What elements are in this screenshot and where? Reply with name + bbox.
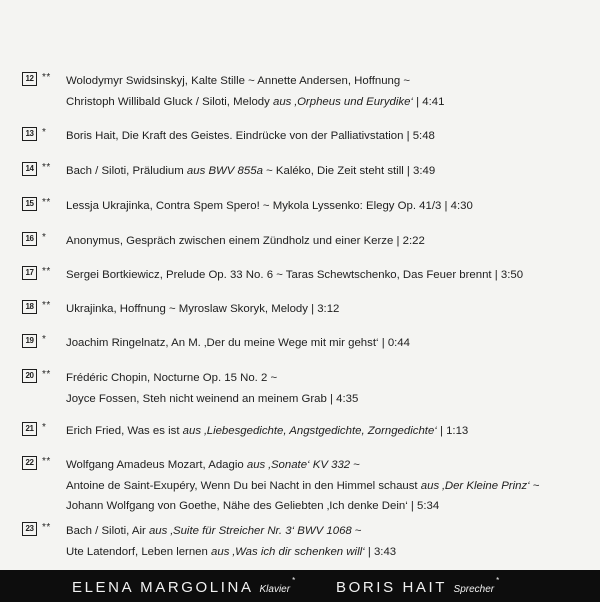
track-marker: **	[42, 266, 51, 277]
track-text	[66, 368, 586, 409]
track-segment: Ukrajinka, Hoffnung ~ Myroslaw Skoryk, Melody | 3:12	[66, 303, 340, 315]
credit-pianist	[72, 576, 296, 596]
track-text	[66, 455, 586, 517]
track-segment: Bach / Siloti, Air	[66, 525, 149, 537]
track-line	[66, 71, 586, 92]
track-text	[66, 421, 586, 442]
track-number: 22	[22, 456, 37, 470]
track-line	[66, 389, 586, 410]
track-number: 18	[22, 300, 37, 314]
track-segment: ~	[351, 525, 362, 537]
track-marker: **	[42, 369, 51, 380]
track-number: 14	[22, 162, 37, 176]
track-marker: **	[42, 522, 51, 533]
track-segment: Anonymus, Gespräch zwischen einem Zündholz und einer Kerze | 2:22	[66, 235, 425, 247]
track-source-italic: aus ‚Suite für Streicher Nr. 3‘ BWV 1068	[148, 525, 352, 537]
track-line	[66, 333, 586, 354]
track-line	[66, 231, 586, 252]
pianist-name: ELENA MARGOLINA	[72, 579, 253, 596]
track-segment: | 4:41	[412, 95, 445, 108]
track-line	[66, 126, 586, 147]
track-line	[66, 299, 586, 320]
track-source-italic: aus ‚Orpheus und Eurydike‘	[273, 95, 413, 108]
speaker-name: BORIS HAIT	[336, 579, 447, 596]
track-segment: | 3:43	[364, 545, 397, 558]
track-source-italic: aus BWV 855a	[186, 165, 263, 177]
track-segment: Sergei Bortkiewicz, Prelude Op. 33 No. 6 ~ Taras Schewtschenko, Das Feuer brennt | 3:50	[66, 269, 524, 281]
credits-bar	[0, 570, 600, 602]
track-segment: Joyce Fossen, Steh nicht weinend an meinem Grab | 4:35	[66, 392, 359, 405]
track-segment: Bach / Siloti, Präludium	[66, 165, 187, 177]
track-line	[66, 92, 586, 113]
track-segment: Frédéric Chopin, Nocturne Op. 15 No. 2 ~	[66, 372, 278, 384]
track-segment: Joachim Ringelnatz, An M. ‚Der du meine Wege mit mir gehst‘ | 0:44	[66, 337, 410, 349]
track-line	[66, 542, 586, 563]
track-source-italic: aus ‚Was ich dir schenken will‘	[211, 545, 365, 558]
track-text	[66, 299, 586, 320]
track-text	[66, 521, 586, 562]
credit-speaker	[336, 576, 500, 596]
speaker-role: Sprecher	[453, 584, 495, 595]
track-segment: | 1:13	[436, 425, 469, 437]
track-segment: Ute Latendorf, Leben lernen	[66, 545, 212, 558]
track-line	[66, 368, 586, 389]
pianist-star: *	[292, 576, 296, 585]
track-marker: **	[42, 300, 51, 311]
track-marker: **	[42, 162, 51, 173]
track-segment: ~	[529, 479, 540, 492]
track-segment: Boris Hait, Die Kraft des Geistes. Eindrücke von der Palliativstation | 5:48	[66, 130, 435, 142]
pianist-role: Klavier	[259, 584, 291, 595]
track-text	[66, 231, 586, 252]
track-marker: **	[42, 456, 51, 467]
speaker-star: *	[496, 576, 500, 585]
track-number: 16	[22, 232, 37, 246]
track-segment: ~ Kaléko, Die Zeit steht still | 3:49	[262, 165, 436, 177]
track-line	[66, 196, 586, 217]
track-segment: Erich Fried, Was es ist	[66, 425, 183, 437]
track-number: 23	[22, 522, 37, 536]
track-line	[66, 265, 586, 286]
track-text	[66, 196, 586, 217]
track-segment: ~	[350, 459, 360, 471]
track-line	[66, 161, 586, 182]
track-marker: **	[42, 197, 51, 208]
track-line	[66, 496, 586, 517]
track-source-italic: aus ‚Liebesgedichte, Angstgedichte, Zorngedichte‘	[182, 425, 437, 437]
track-text	[66, 126, 586, 147]
track-number: 19	[22, 334, 37, 348]
track-line	[66, 521, 586, 542]
track-text	[66, 161, 586, 182]
track-segment: Wolfgang Amadeus Mozart, Adagio	[66, 459, 247, 471]
track-text	[66, 265, 586, 286]
track-text	[66, 333, 586, 354]
track-line	[66, 455, 586, 476]
track-source-italic: aus ‚Der Kleine Prinz‘	[420, 479, 530, 492]
track-source-italic: aus ‚Sonate‘ KV 332	[246, 459, 351, 471]
track-line	[66, 476, 586, 497]
track-marker: *	[42, 232, 47, 243]
track-number: 17	[22, 266, 37, 280]
track-number: 20	[22, 369, 37, 383]
track-marker: **	[42, 72, 51, 83]
track-segment: Johann Wolfgang von Goethe, Nähe des Geliebten ‚Ich denke Dein‘ | 5:34	[66, 500, 440, 512]
track-segment: Christoph Willibald Gluck / Siloti, Melody	[66, 95, 274, 108]
track-number: 13	[22, 127, 37, 141]
track-line	[66, 421, 586, 442]
track-marker: *	[42, 127, 47, 138]
track-number: 15	[22, 197, 37, 211]
track-text	[66, 71, 586, 112]
track-segment: Lessja Ukrajinka, Contra Spem Spero! ~ Mykola Lyssenko: Elegy Op. 41/3 | 4:30	[66, 200, 473, 212]
track-segment: Antoine de Saint-Exupéry, Wenn Du bei Nacht in den Himmel schaust	[66, 479, 421, 492]
track-number: 12	[22, 72, 37, 86]
track-marker: *	[42, 422, 47, 433]
track-marker: *	[42, 334, 47, 345]
track-segment: Wolodymyr Swidsinskyj, Kalte Stille ~ Annette Andersen, Hoffnung ~	[66, 75, 411, 87]
track-number: 21	[22, 422, 37, 436]
